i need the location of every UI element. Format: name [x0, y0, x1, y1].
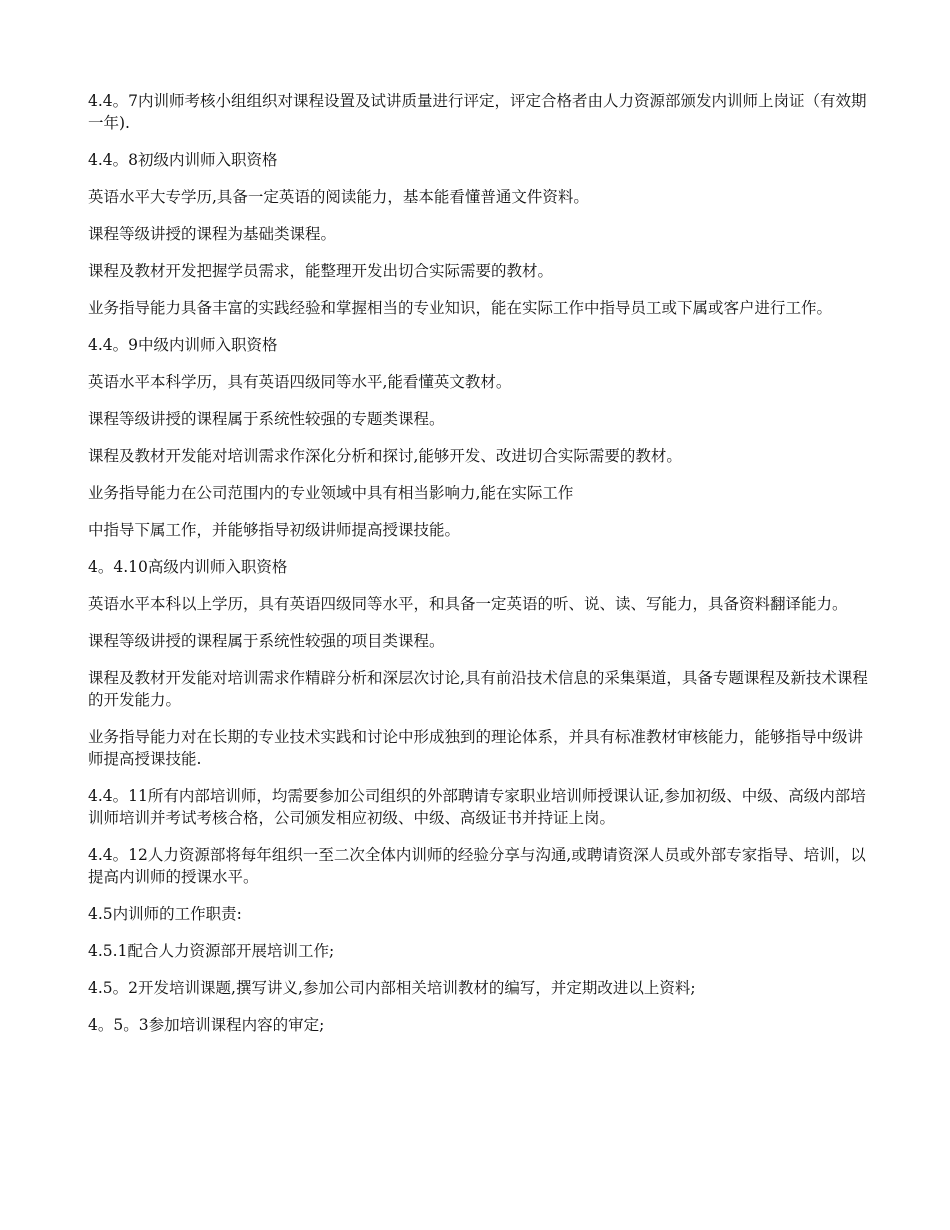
senior-business-guidance: 业务指导能力对在长期的专业技术实践和讨论中形成独到的理论体系，并具有标准教材审核能力，能够指导中级讲师提高授课技能.: [88, 728, 864, 768]
paragraph-4-4-12: 4.4。12人力资源部将每年组织一至二次全体内训师的经验分享与沟通,或聘请资深人员或外部专家指导、培训，以提高内训师的授课水平。: [88, 846, 866, 886]
heading-senior-trainer-qualification: 4。4.10高级内训师入职资格: [88, 558, 288, 576]
intermediate-english-level: 英语水平本科学历，具有英语四级同等水平,能看懂英文教材。: [88, 373, 512, 391]
intermediate-business-guidance: 业务指导能力在公司范围内的专业领域中具有相当影响力,能在实际工作: [88, 484, 574, 502]
paragraph-4-4-11: 4.4。11所有内部培训师，均需要参加公司组织的外部聘请专家职业培训师授课认证,参加初级、中级、高级内部培训师培训并考试考核合格，公司颁发相应初级、中级、高级证书并持证上岗。: [88, 787, 866, 827]
junior-course-level: 课程等级讲授的课程为基础类课程。: [88, 225, 337, 243]
junior-business-guidance: 业务指导能力具备丰富的实践经验和掌握相当的专业知识，能在实际工作中指导员工或下属或客户进行工作。: [88, 299, 833, 317]
heading-trainer-duties: 4.5内训师的工作职责:: [88, 905, 242, 923]
senior-english-level: 英语水平本科以上学历，具有英语四级同等水平，和具备一定英语的听、说、读、写能力，具备资料翻译能力。: [88, 595, 848, 613]
duty-4-5-3: 4。5。3参加培训课程内容的审定;: [88, 1016, 325, 1034]
heading-junior-trainer-qualification: 4.4。8初级内训师入职资格: [88, 151, 278, 169]
junior-course-development: 课程及教材开发把握学员需求，能整理开发出切合实际需要的教材。: [88, 262, 554, 280]
paragraph-4-4-7: 4.4。7内训师考核小组组织对课程设置及试讲质量进行评定，评定合格者由人力资源部颁发内训师上岗证（有效期一年).: [88, 92, 867, 132]
document-body: [88, 90, 878, 1051]
intermediate-business-guidance-cont: 中指导下属工作，并能够指导初级讲师提高授课技能。: [88, 521, 461, 539]
junior-english-level: 英语水平大专学历,具备一定英语的阅读能力，基本能看懂普通文件资料。: [88, 188, 589, 206]
duty-4-5-1: 4.5.1配合人力资源部开展培训工作;: [88, 942, 335, 960]
senior-course-level: 课程等级讲授的课程属于系统性较强的项目类课程。: [88, 632, 445, 650]
intermediate-course-level: 课程等级讲授的课程属于系统性较强的专题类课程。: [88, 410, 445, 428]
intermediate-course-development: 课程及教材开发能对培训需求作深化分析和探讨,能够开发、改进切合实际需要的教材。: [88, 447, 682, 465]
senior-course-development: 课程及教材开发能对培训需求作精辟分析和深层次讨论,具有前沿技术信息的采集渠道，具备专题课程及新技术课程的开发能力。: [88, 669, 868, 709]
heading-intermediate-trainer-qualification: 4.4。9中级内训师入职资格: [88, 336, 278, 354]
duty-4-5-2: 4.5。2开发培训课题,撰写讲义,参加公司内部相关培训教材的编写，并定期改进以上资料;: [88, 979, 696, 997]
